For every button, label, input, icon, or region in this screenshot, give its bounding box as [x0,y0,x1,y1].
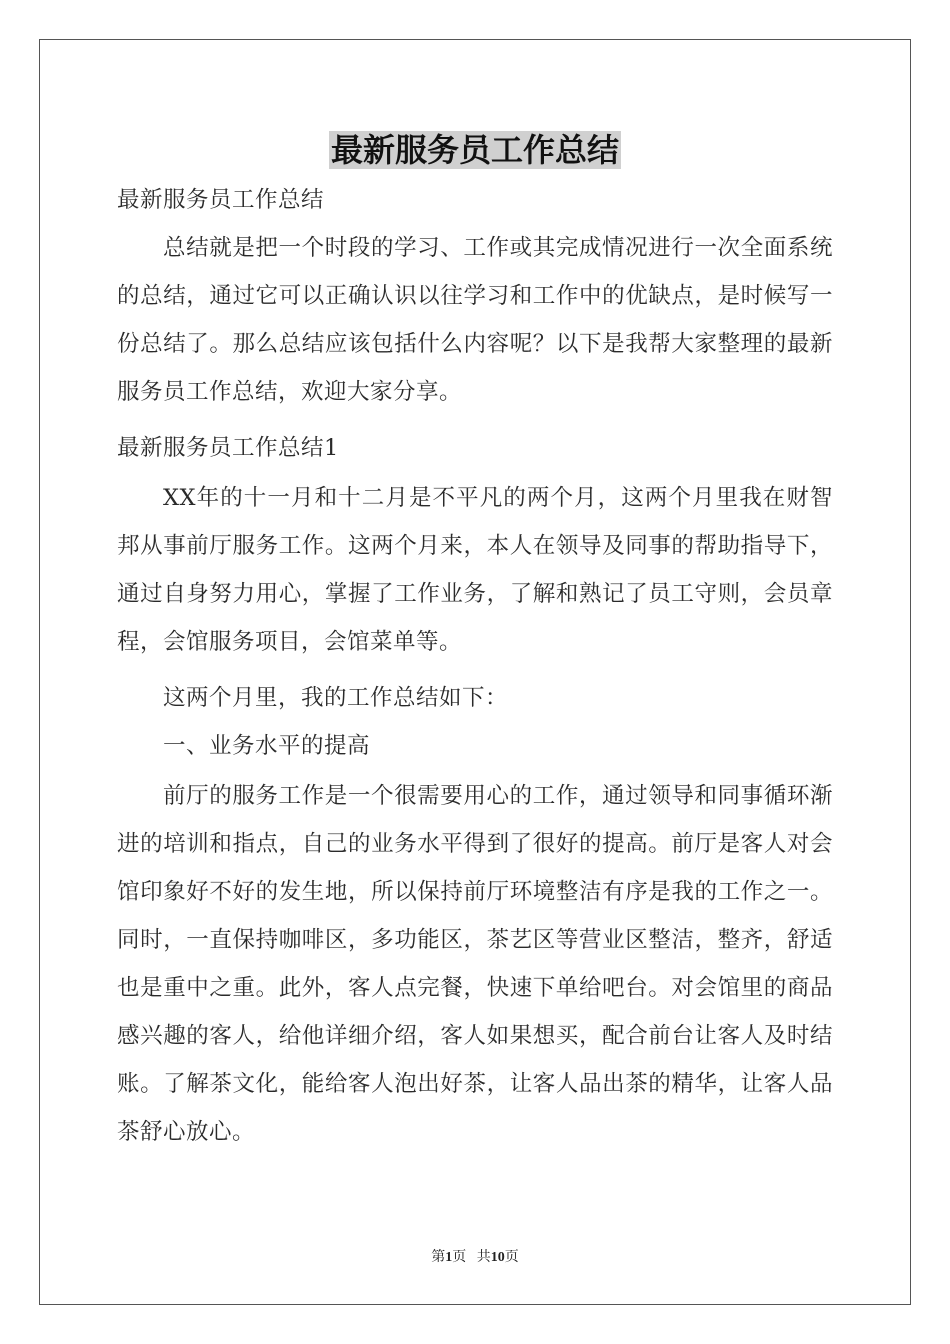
intro-paragraph: 总结就是把一个时段的学习、工作或其完成情况进行一次全面系统的总结，通过它可以正确认识以往学习和工作中的优缺点，是时候写一份总结了。那么总结应该包括什么内容呢？以下是我帮大家整理的最新服务员工作总结，欢迎大家分享。 [117,235,833,405]
heading-plain: 最新服务员工作总结 [117,187,325,213]
subheading: 一、业务水平的提高 [163,733,371,759]
total-pages-number: 10 [490,1250,505,1265]
document-title: 最新服务员工作总结 [330,131,619,169]
section-title: 最新服务员工作总结1 [117,435,339,461]
page-footer: 第1页 共10页 [431,1250,519,1265]
paragraph-3: 前厅的服务工作是一个很需要用心的工作，通过领导和同事循环渐进的培训和指点，自己的业务水平得到了很好的提高。前厅是客人对会馆印象好不好的发生地，所以保持前厅环境整洁有序是我的工作之一。同时，一直保持咖啡区，多功能区，茶艺区等营业区整洁，整齐，舒适也是重中之重。此外，客人点完餐，快速下单给吧台。对会馆里的商品感兴趣的客人，给他详细介绍，客人如果想买，配合前台让客人及时结账。了解茶文化，能给客人泡出好茶，让客人品出茶的精华，让客人品茶舒心放心。 [117,783,833,1145]
paragraph-1: XX年的十一月和十二月是不平凡的两个月，这两个月里我在财智邦从事前厅服务工作。这两个月来，本人在领导及同事的帮助指导下，通过自身努力用心，掌握了工作业务，了解和熟记了员工守则，会员章程，会馆服务项目，会馆菜单等。 [117,485,833,655]
paragraph-2: 这两个月里，我的工作总结如下： [163,685,509,711]
current-page-number: 1 [445,1250,453,1265]
